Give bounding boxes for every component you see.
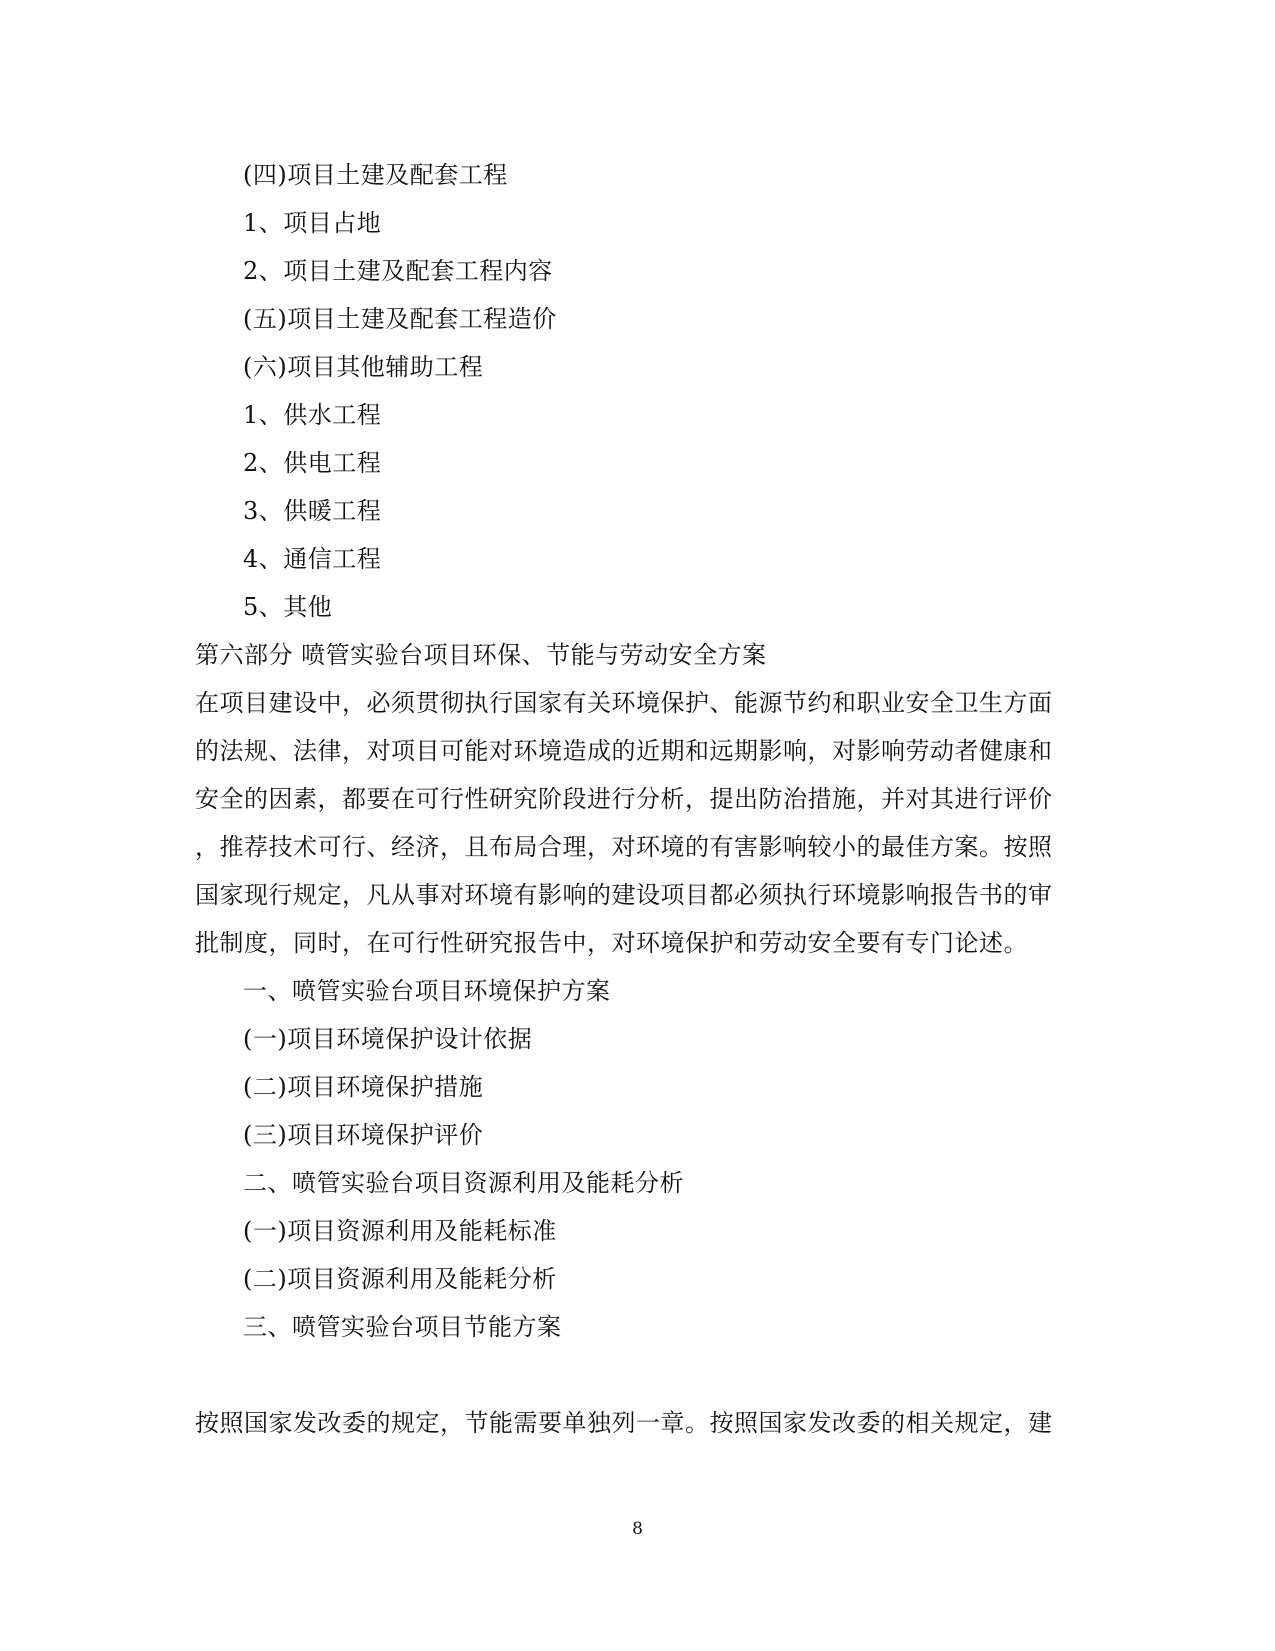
subsection-heading: (一)项目资源利用及能耗标准 xyxy=(243,1217,557,1245)
paragraph-line: 安全的因素，都要在可行性研究阶段进行分析，提出防治措施，并对其进行评价 xyxy=(195,785,1053,813)
list-item: 2、项目土建及配套工程内容 xyxy=(243,257,553,285)
section-heading: (五)项目土建及配套工程造价 xyxy=(243,305,557,333)
section-heading: 三、喷管实验台项目节能方案 xyxy=(243,1313,562,1341)
part-heading: 第六部分 喷管实验台项目环保、节能与劳动安全方案 xyxy=(195,641,767,669)
paragraph-line: 按照国家发改委的规定，节能需要单独列一章。按照国家发改委的相关规定，建 xyxy=(195,1409,1053,1437)
paragraph-line: 国家现行规定，凡从事对环境有影响的建设项目都必须执行环境影响报告书的审 xyxy=(195,881,1053,909)
list-item: 4、通信工程 xyxy=(243,545,382,573)
paragraph-line: 批制度，同时，在可行性研究报告中，对环境保护和劳动安全要有专门论述。 xyxy=(195,929,1028,957)
list-item: 5、其他 xyxy=(243,593,333,621)
paragraph-line: ，推荐技术可行、经济，且布局合理，对环境的有害影响较小的最佳方案。按照 xyxy=(195,833,1053,861)
paragraph-line: 的法规、法律，对项目可能对环境造成的近期和远期影响，对影响劳动者健康和 xyxy=(195,737,1053,765)
section-heading: 二、喷管实验台项目资源利用及能耗分析 xyxy=(243,1169,684,1197)
subsection-heading: (一)项目环境保护设计依据 xyxy=(243,1025,533,1053)
paragraph-line: 在项目建设中，必须贯彻执行国家有关环境保护、能源节约和职业安全卫生方面 xyxy=(195,689,1053,717)
subsection-heading: (三)项目环境保护评价 xyxy=(243,1121,484,1149)
list-item: 1、供水工程 xyxy=(243,401,382,429)
section-heading: (四)项目土建及配套工程 xyxy=(243,161,508,189)
list-item: 1、项目占地 xyxy=(243,209,382,237)
subsection-heading: (二)项目环境保护措施 xyxy=(243,1073,484,1101)
list-item: 3、供暖工程 xyxy=(243,497,382,525)
section-heading: 一、喷管实验台项目环境保护方案 xyxy=(243,977,611,1005)
list-item: 2、供电工程 xyxy=(243,449,382,477)
page-number: 8 xyxy=(632,1519,643,1539)
subsection-heading: (二)项目资源利用及能耗分析 xyxy=(243,1265,557,1293)
section-heading: (六)项目其他辅助工程 xyxy=(243,353,484,381)
